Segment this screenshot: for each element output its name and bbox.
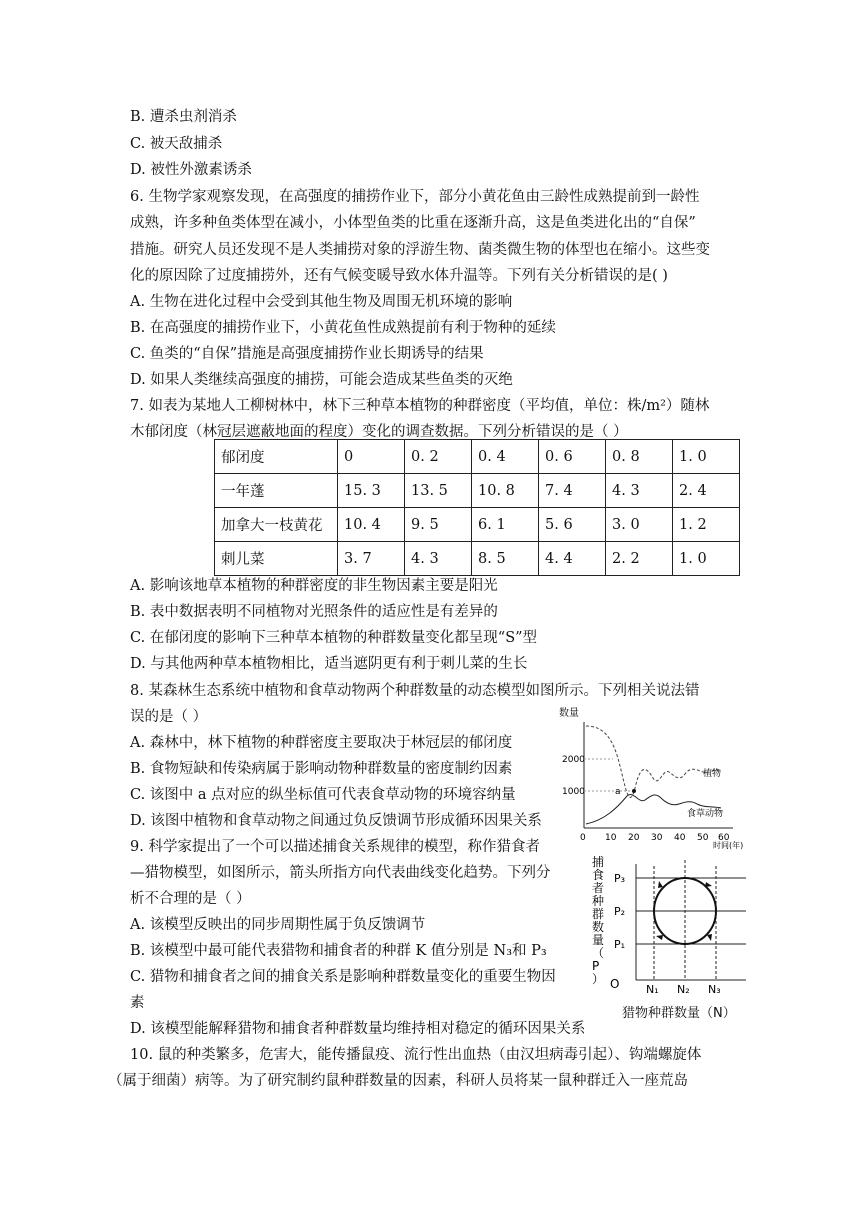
p3-label: P₃: [614, 872, 626, 885]
density-table: [214, 439, 740, 576]
text-line: B. 食物短缺和传染病属于影响动物种群数量的密度制约因素: [130, 761, 513, 777]
fig8-ytick: 1000: [562, 787, 585, 797]
text-line: C. 该图中 a 点对应的纵坐标值可代表食草动物的环境容纳量: [130, 787, 516, 803]
table-cell: 8. 5: [472, 542, 539, 576]
text-line: 7. 如表为某地人工柳树林中，林下三种草本植物的种群密度（平均值，单位：株/m²）随林: [130, 398, 710, 414]
fig9-xlabel: 猎物种群数量（N）: [622, 1006, 736, 1021]
table-cell: 刺儿菜: [215, 542, 338, 576]
text-line: 9. 科学家提出了一个可以描述捕食关系规律的模型，称作猎食者: [130, 839, 540, 855]
table-cell: 4. 3: [606, 474, 673, 508]
table-cell: 1. 0: [673, 440, 740, 474]
table-cell: 0. 4: [472, 440, 539, 474]
text-line: A. 森林中，林下植物的种群密度主要取决于林冠层的郁闭度: [130, 735, 513, 751]
table-row: [215, 474, 740, 508]
fig8-ytick: 2000: [562, 755, 585, 765]
table-cell: 0. 6: [539, 440, 606, 474]
table-cell: 郁闭度: [215, 440, 338, 474]
text-line: D. 与其他两种草本植物相比，适当遮阴更有利于刺儿菜的生长: [130, 656, 528, 672]
fig8-xtick: 20: [628, 833, 640, 843]
table-row: [215, 508, 740, 542]
table-cell: 0: [338, 440, 405, 474]
table-cell: 4. 4: [539, 542, 606, 576]
plant-label: 植物: [703, 769, 722, 779]
text-line: A. 生物在进化过程中会受到其他生物及周围无机环境的影响: [130, 294, 513, 310]
table-cell: 0. 2: [405, 440, 472, 474]
fig8-xlabel: 时间(年): [713, 841, 744, 850]
table-cell: 一年蓬: [215, 474, 338, 508]
fig9-ylabel-char: 种: [592, 894, 605, 908]
fig9-ylabel-char: P: [592, 959, 600, 973]
table-cell: 9. 5: [405, 508, 472, 542]
text-line: B. 遭杀虫剂消杀: [130, 109, 237, 125]
fig9-origin: O: [610, 977, 620, 991]
text-line: 素: [130, 995, 145, 1011]
text-line: 8. 某森林生态系统中植物和食草动物两个种群数量的动态模型如图所示。下列相关说法错: [130, 683, 700, 699]
table-cell: 15. 3: [338, 474, 405, 508]
arrow-icon: [658, 881, 663, 888]
population-dynamics-figure: [555, 700, 745, 850]
text-line: 成熟，许多种鱼类体型在减小，小体型鱼类的比重在逐渐升高，这是鱼类进化出的“自保”: [130, 215, 696, 231]
text-line: C. 鱼类的“自保”措施是高强度捕捞作业长期诱导的结果: [130, 346, 484, 362]
fig9-ylabel-char: （: [592, 946, 605, 960]
text-line: A. 影响该地草本植物的种群密度的非生物因素主要是阳光: [130, 578, 498, 594]
table-cell: 6. 1: [472, 508, 539, 542]
table-cell: 4. 3: [405, 542, 472, 576]
fig9-ylabel-char: 量: [592, 933, 605, 947]
fig9-ylabel-char: 捕: [592, 855, 605, 869]
text-line: A. 该模型反映出的同步周期性属于负反馈调节: [130, 917, 426, 933]
text-line: —猎物模型，如图所示，箭头所指方向代表曲线变化趋势。下列分: [130, 865, 551, 881]
table-cell: 1. 0: [673, 542, 740, 576]
table-cell: 3. 7: [338, 542, 405, 576]
table-cell: 13. 5: [405, 474, 472, 508]
table-cell: 3. 0: [606, 508, 673, 542]
herbivore-label: 食草动物: [687, 809, 724, 819]
text-line: B. 该模型中最可能代表猎物和捕食者的种群 K 值分别是 N₃和 P₃: [130, 943, 547, 959]
table-cell: 2. 2: [606, 542, 673, 576]
text-line: 6. 生物学家观察发现，在高强度的捕捞作业下，部分小黄花鱼由三龄性成熟提前到一龄性: [130, 189, 700, 205]
table-cell: 0. 8: [606, 440, 673, 474]
text-line: 木郁闭度（林冠层遮蔽地面的程度）变化的调查数据。下列分析错误的是（ ）: [130, 424, 628, 440]
point-a: [632, 789, 636, 793]
fig8-xtick: 10: [605, 833, 617, 843]
text-line: （属于细菌）病等。为了研究制约鼠种群数量的因素，科研人员将某一鼠种群迁入一座荒岛: [108, 1073, 688, 1089]
n3-label: N₃: [708, 983, 721, 996]
fig8-xtick: 40: [674, 833, 686, 843]
table-cell: 加拿大一枝黄花: [215, 508, 338, 542]
table-cell: 7. 4: [539, 474, 606, 508]
text-line: 析不合理的是（ ）: [130, 891, 251, 907]
text-line: 10. 鼠的种类繁多，危害大，能传播鼠疫、流行性出血热（由汉坦病毒引起）、钩端螺旋体: [130, 1047, 702, 1063]
text-line: D. 被性外激素诱杀: [130, 162, 252, 178]
p2-label: P₂: [614, 905, 626, 918]
text-line: C. 被天敌捕杀: [130, 136, 223, 152]
fig8-xtick: 60: [718, 833, 730, 843]
predator-prey-model-figure: [588, 852, 753, 1002]
table-cell: 1. 2: [673, 508, 740, 542]
p1-label: P₁: [614, 938, 626, 951]
fig9-ylabel: [592, 854, 604, 986]
table-row: [215, 440, 740, 474]
plant-curve: [586, 726, 721, 797]
fig8-xtick: 50: [697, 833, 709, 843]
text-line: D. 该图中植物和食草动物之间通过负反馈调节形成循环因果关系: [130, 813, 542, 829]
text-line: B. 在高强度的捕捞作业下，小黄花鱼性成熟提前有利于物种的延续: [130, 320, 556, 336]
fig8-origin: 0: [580, 833, 586, 843]
fig9-ylabel-char: 食: [592, 868, 605, 882]
arrow-icon: [656, 935, 663, 940]
arrow-icon: [707, 934, 712, 941]
n2-label: N₂: [677, 983, 690, 996]
table-cell: 10. 4: [338, 508, 405, 542]
fig8-xtick: 30: [651, 833, 663, 843]
fig9-ylabel-char: 者: [592, 881, 605, 895]
table-row: [215, 542, 740, 576]
text-line: 化的原因除了过度捕捞外，还有气候变暖导致水体升温等。下列有关分析错误的是( ): [130, 268, 668, 284]
text-line: C. 猎物和捕食者之间的捕食关系是影响种群数量变化的重要生物因: [130, 969, 556, 985]
text-line: D. 如果人类继续高强度的捕捞，可能会造成某些鱼类的灭绝: [130, 372, 513, 388]
table-cell: 2. 4: [673, 474, 740, 508]
text-line: 措施。研究人员还发现不是人类捕捞对象的浮游生物、菌类微生物的体型也在缩小。这些变: [130, 242, 710, 258]
arrow-icon: [705, 882, 712, 887]
fig8-ylabel: 数量: [559, 708, 579, 719]
text-line: D. 该模型能解释猎物和捕食者种群数量均维持相对稳定的循环因果关系: [130, 1021, 586, 1037]
fig9-ylabel-char: 数: [592, 920, 605, 934]
table-cell: 10. 8: [472, 474, 539, 508]
fig9-ylabel-char: ）: [592, 972, 605, 986]
fig9-ylabel-char: 群: [592, 907, 605, 921]
point-a-label: a: [615, 787, 621, 797]
n1-label: N₁: [646, 983, 659, 996]
text-line: C. 在郁闭度的影响下三种草本植物的种群数量变化都呈现“S”型: [130, 630, 538, 646]
text-line: B. 表中数据表明不同植物对光照条件的适应性是有差异的: [130, 604, 498, 620]
text-line: 误的是（ ）: [130, 709, 208, 725]
table-cell: 5. 6: [539, 508, 606, 542]
